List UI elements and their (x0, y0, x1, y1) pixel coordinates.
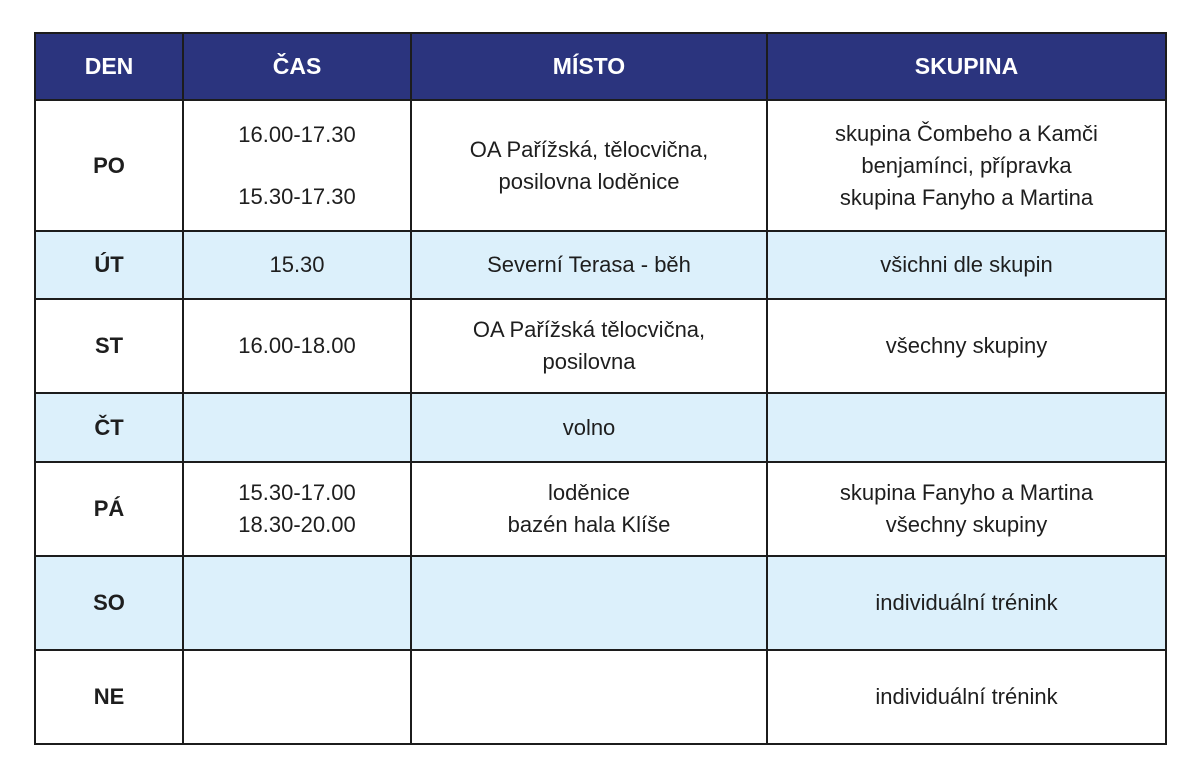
time-cell (183, 231, 411, 299)
group-cell (767, 650, 1166, 744)
place-cell (411, 393, 767, 462)
header-day: DEN (35, 33, 183, 100)
place-cell (411, 299, 767, 393)
header-group: SKUPINA (767, 33, 1166, 100)
header-time: ČAS (183, 33, 411, 100)
place-line: posilovna loděnice (498, 168, 680, 194)
table-row (35, 462, 1166, 556)
group-line: individuální trénink (875, 684, 1058, 709)
group-line: skupina Fanyho a Martina (839, 480, 1094, 505)
table-row (35, 650, 1166, 744)
day-cell: SO (35, 556, 183, 650)
day-cell: ST (35, 299, 183, 393)
time-cell (183, 299, 411, 393)
place-line: volno (562, 414, 616, 440)
place-cell (411, 462, 767, 556)
place-cell (411, 556, 767, 650)
time-line: 15.30-17.00 (238, 480, 356, 505)
place-line: Severní Terasa - běh (487, 252, 691, 277)
day-cell: ÚT (35, 231, 183, 299)
table-row (35, 393, 1166, 462)
time-line: 16.00-17.30 (238, 121, 356, 147)
group-line: všechny skupiny (885, 333, 1048, 358)
group-line: všechny skupiny (885, 512, 1048, 537)
group-cell (767, 556, 1166, 650)
place-line: OA Pařížská, tělocvična, (469, 136, 709, 162)
group-cell (767, 462, 1166, 556)
day-cell: PÁ (35, 462, 183, 556)
time-cell (183, 100, 411, 231)
group-cell (767, 393, 1166, 462)
day-cell: ČT (35, 393, 183, 462)
header-place: MÍSTO (411, 33, 767, 100)
group-line: individuální trénink (875, 590, 1058, 615)
time-line: 16.00-18.00 (238, 333, 356, 358)
place-line: OA Pařížská tělocvična, (472, 317, 706, 342)
time-cell (183, 650, 411, 744)
group-line: benjamínci, přípravka (861, 152, 1072, 178)
schedule-table (34, 32, 1167, 745)
place-cell (411, 231, 767, 299)
time-cell (183, 556, 411, 650)
place-line: bazén hala Klíše (507, 512, 671, 537)
table-row (35, 556, 1166, 650)
table-row (35, 100, 1166, 231)
table-row (35, 299, 1166, 393)
day-cell: NE (35, 650, 183, 744)
place-cell (411, 100, 767, 231)
group-line: všichni dle skupin (880, 252, 1053, 277)
group-cell (767, 299, 1166, 393)
group-line: skupina Fanyho a Martina (839, 184, 1094, 210)
time-cell (183, 393, 411, 462)
time-cell (183, 462, 411, 556)
place-line: posilovna (542, 349, 636, 374)
group-cell (767, 100, 1166, 231)
time-line: 15.30 (269, 252, 325, 277)
day-cell: PO (35, 100, 183, 231)
time-line: 18.30-20.00 (238, 512, 356, 537)
table-row (35, 231, 1166, 299)
place-line: loděnice (548, 480, 630, 505)
group-line: skupina Čombeho a Kamči (835, 120, 1098, 146)
header-row (35, 33, 1166, 100)
group-cell (767, 231, 1166, 299)
time-line: 15.30-17.30 (238, 183, 356, 209)
place-cell (411, 650, 767, 744)
